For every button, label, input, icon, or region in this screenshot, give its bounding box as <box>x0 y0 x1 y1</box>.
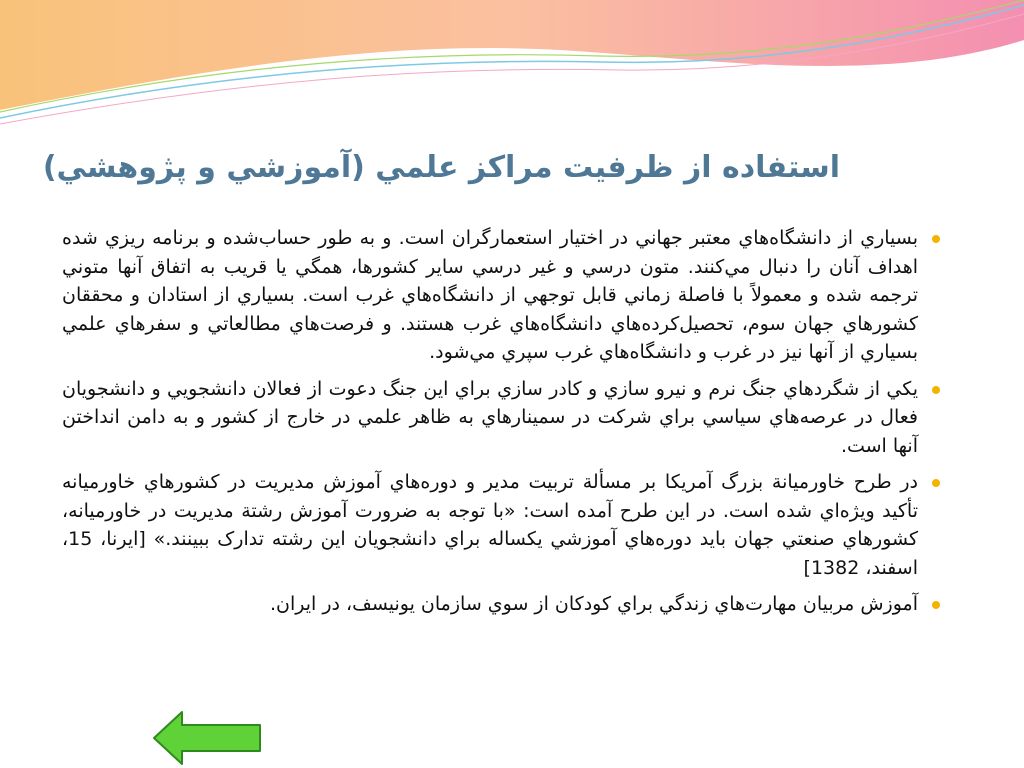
slide-title: استفاده از ظرفيت مراکز علمي (آموزشي و پژوهشي) <box>42 150 840 185</box>
bullet-dot-icon <box>932 386 940 394</box>
bullet-item <box>62 468 940 582</box>
bullet-dot-icon <box>932 235 940 243</box>
bullet-text: در طرح خاورميانة بزرگ آمريکا بر مسألة تربيت مدير و دوره‌هاي آموزش مديريت در کشورهاي خاورميانه تأکيد ويژه‌اي شده است. در اين طرح آمده است: «با توجه به ضرورت آموزش رشتة مديريت در خاورميانه، کشورهاي صنعتي جهان بايد دوره‌هاي آموزشي يکساله براي دانشجويان اين رشته تدارک ببينند.» [ايرنا، 15، اسفند، 1382] <box>62 471 918 579</box>
bullet-dot-icon <box>932 601 940 609</box>
bullet-item <box>62 224 940 367</box>
bullet-dot-icon <box>932 479 940 487</box>
header-wave-decoration <box>0 0 1024 130</box>
bullet-text: بسياري از دانشگاه‌هاي معتبر جهاني در اختيار استعمارگران است. و به طور حساب‌شده و برنامه ريزي شده اهداف آنان را دنبال مي‌کنند. متون درسي و غير درسي ساير کشورها، همگي يا قريب به اتفاق آنها متوني ترجمه شده و معمولاً با فاصلة زماني قابل توجهي از دانشگاه‌هاي غرب است. بسياري از استادان و محققان کشورهاي جهان سوم، تحصيل‌کرده‌هاي دانشگاه‌هاي غرب هستند. و فرصت‌هاي مطالعاتي و سفرهاي علمي بسياري از آنها نيز در غرب و دانشگاه‌هاي غرب سپري مي‌شود. <box>62 227 918 363</box>
bullet-text: آموزش مربيان مهارت‌هاي زندگي براي کودکان از سوي سازمان يونيسف، در ايران. <box>269 593 918 615</box>
bullet-text: يکي از شگردهاي جنگ نرم و نيرو سازي و کادر سازي براي اين جنگ دعوت از فعالان دانشجويي و دانشجويان فعال در عرصه‌هاي سياسي براي شرکت در سمينارهاي به ظاهر علمي در خارج از کشور و به دامن انداختن آنها است. <box>62 377 918 457</box>
bullet-item <box>62 375 940 461</box>
bullet-item <box>62 590 940 619</box>
left-arrow-icon <box>154 712 260 764</box>
bullet-list <box>62 224 940 627</box>
back-arrow-button[interactable] <box>152 710 264 766</box>
